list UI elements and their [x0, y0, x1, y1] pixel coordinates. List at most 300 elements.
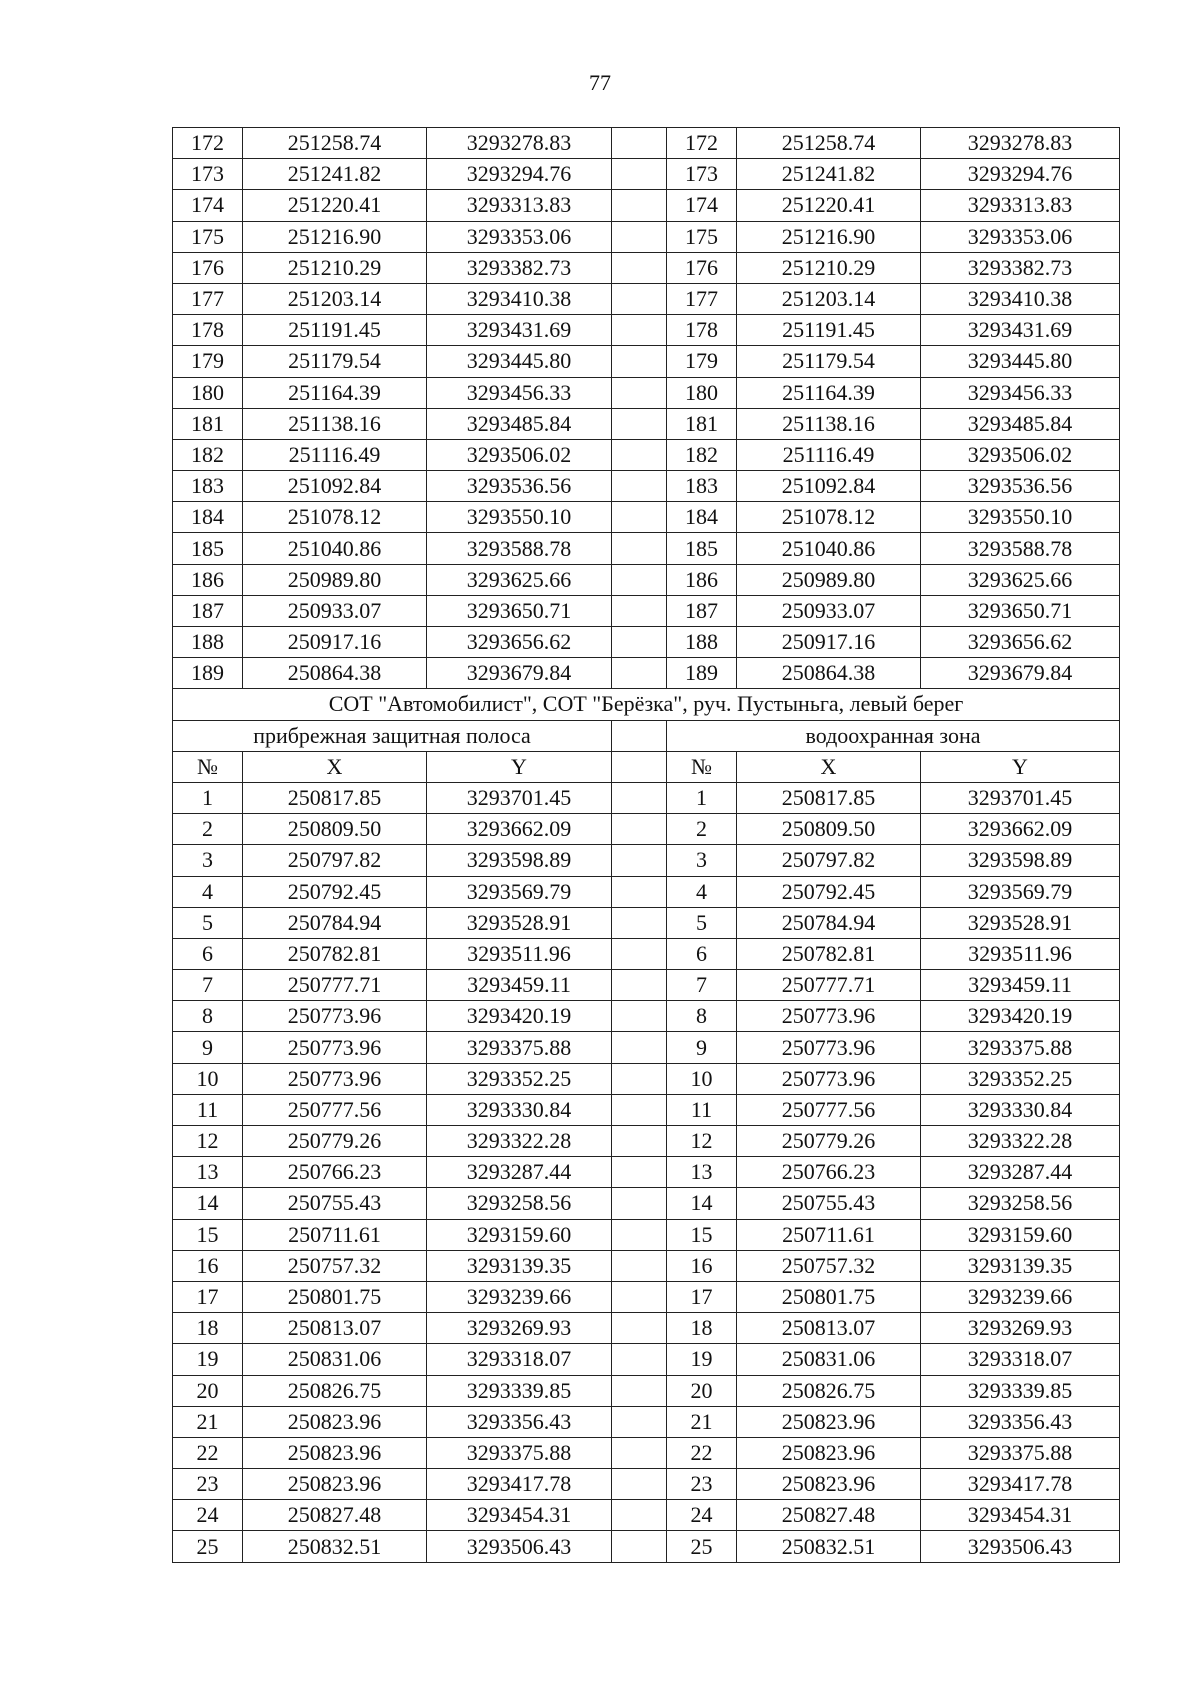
right-num-cell: 8: [667, 1001, 737, 1032]
left-y-cell: 3293330.84: [427, 1094, 612, 1125]
section-title: СОТ "Автомобилист", СОТ "Берёзка", руч. Пустыньга, левый берег: [173, 689, 1120, 720]
right-x-cell: 250757.32: [737, 1250, 921, 1281]
left-y-cell: 3293459.11: [427, 970, 612, 1001]
right-y-cell: 3293352.25: [921, 1063, 1120, 1094]
left-y-cell: 3293588.78: [427, 533, 612, 564]
right-x-cell: 250823.96: [737, 1437, 921, 1468]
right-num-cell: 177: [667, 283, 737, 314]
right-y-cell: 3293459.11: [921, 970, 1120, 1001]
right-x-cell: 251210.29: [737, 252, 921, 283]
gap-cell: [612, 315, 667, 346]
left-y-cell: 3293313.83: [427, 190, 612, 221]
gap-cell: [612, 1094, 667, 1125]
left-num-cell: 175: [173, 221, 243, 252]
gap-cell: [612, 1188, 667, 1219]
gap-cell: [612, 159, 667, 190]
left-x-cell: 250832.51: [243, 1531, 427, 1562]
right-x-cell: 250779.26: [737, 1126, 921, 1157]
left-num-header: №: [173, 751, 243, 782]
right-y-cell: 3293339.85: [921, 1375, 1120, 1406]
right-x-cell: 250817.85: [737, 782, 921, 813]
right-y-cell: 3293569.79: [921, 876, 1120, 907]
gap-cell: [612, 439, 667, 470]
gap-cell: [612, 876, 667, 907]
right-y-cell: 3293318.07: [921, 1344, 1120, 1375]
right-x-cell: 250766.23: [737, 1157, 921, 1188]
right-y-cell: 3293139.35: [921, 1250, 1120, 1281]
right-num-cell: 7: [667, 970, 737, 1001]
left-y-cell: 3293239.66: [427, 1281, 612, 1312]
left-x-cell: 250792.45: [243, 876, 427, 907]
right-y-cell: 3293588.78: [921, 533, 1120, 564]
left-num-cell: 9: [173, 1032, 243, 1063]
right-num-header: №: [667, 751, 737, 782]
right-y-cell: 3293239.66: [921, 1281, 1120, 1312]
gap-cell: [612, 658, 667, 689]
gap-cell: [612, 938, 667, 969]
right-x-cell: 250917.16: [737, 627, 921, 658]
left-y-cell: 3293485.84: [427, 408, 612, 439]
left-y-cell: 3293375.88: [427, 1437, 612, 1468]
left-x-cell: 251164.39: [243, 377, 427, 408]
right-num-cell: 175: [667, 221, 737, 252]
left-y-cell: 3293353.06: [427, 221, 612, 252]
table-row: [173, 1188, 1120, 1219]
right-num-cell: 185: [667, 533, 737, 564]
right-num-cell: 16: [667, 1250, 737, 1281]
table-row: [173, 159, 1120, 190]
gap-cell: [612, 1437, 667, 1468]
table-row: [173, 907, 1120, 938]
left-y-cell: 3293679.84: [427, 658, 612, 689]
right-x-cell: 250823.96: [737, 1469, 921, 1500]
left-y-cell: 3293456.33: [427, 377, 612, 408]
left-y-cell: 3293420.19: [427, 1001, 612, 1032]
right-y-cell: 3293662.09: [921, 814, 1120, 845]
right-y-cell: 3293269.93: [921, 1313, 1120, 1344]
right-y-cell: 3293258.56: [921, 1188, 1120, 1219]
table-row: [173, 283, 1120, 314]
right-x-cell: 250755.43: [737, 1188, 921, 1219]
right-num-cell: 10: [667, 1063, 737, 1094]
right-num-cell: 4: [667, 876, 737, 907]
left-y-cell: 3293322.28: [427, 1126, 612, 1157]
right-x-cell: 250792.45: [737, 876, 921, 907]
right-x-cell: 251241.82: [737, 159, 921, 190]
right-num-cell: 6: [667, 938, 737, 969]
right-num-cell: 18: [667, 1313, 737, 1344]
left-num-cell: 24: [173, 1500, 243, 1531]
gap-cell: [612, 845, 667, 876]
gap-cell: [612, 1531, 667, 1562]
left-x-cell: 250784.94: [243, 907, 427, 938]
left-y-cell: 3293506.02: [427, 439, 612, 470]
right-y-cell: 3293353.06: [921, 221, 1120, 252]
table-row: [173, 1281, 1120, 1312]
right-x-cell: 251078.12: [737, 502, 921, 533]
right-num-cell: 182: [667, 439, 737, 470]
left-num-cell: 188: [173, 627, 243, 658]
right-x-cell: 251116.49: [737, 439, 921, 470]
table-row: [173, 408, 1120, 439]
gap-cell: [612, 1344, 667, 1375]
left-num-cell: 8: [173, 1001, 243, 1032]
right-num-cell: 17: [667, 1281, 737, 1312]
right-x-cell: 250809.50: [737, 814, 921, 845]
right-x-cell: 251258.74: [737, 128, 921, 159]
left-num-cell: 5: [173, 907, 243, 938]
right-y-cell: 3293485.84: [921, 408, 1120, 439]
left-x-cell: 251116.49: [243, 439, 427, 470]
gap-cell: [612, 1063, 667, 1094]
right-y-cell: 3293420.19: [921, 1001, 1120, 1032]
right-x-cell: 250782.81: [737, 938, 921, 969]
right-y-cell: 3293410.38: [921, 283, 1120, 314]
gap-cell: [612, 1001, 667, 1032]
right-y-cell: 3293322.28: [921, 1126, 1120, 1157]
right-num-cell: 20: [667, 1375, 737, 1406]
right-y-cell: 3293382.73: [921, 252, 1120, 283]
right-num-cell: 172: [667, 128, 737, 159]
right-num-cell: 5: [667, 907, 737, 938]
right-num-cell: 22: [667, 1437, 737, 1468]
table-row: [173, 221, 1120, 252]
right-num-cell: 24: [667, 1500, 737, 1531]
left-y-cell: 3293511.96: [427, 938, 612, 969]
left-y-cell: 3293569.79: [427, 876, 612, 907]
right-y-cell: 3293330.84: [921, 1094, 1120, 1125]
table-row: [173, 658, 1120, 689]
left-x-cell: 250989.80: [243, 564, 427, 595]
right-x-cell: 251179.54: [737, 346, 921, 377]
right-y-cell: 3293294.76: [921, 159, 1120, 190]
coordinates-table: [172, 127, 1120, 1563]
left-y-cell: 3293536.56: [427, 471, 612, 502]
gap-cell: [612, 970, 667, 1001]
top-rows: [173, 128, 1120, 689]
left-num-cell: 23: [173, 1469, 243, 1500]
table-row: [173, 1531, 1120, 1562]
left-y-cell: 3293318.07: [427, 1344, 612, 1375]
left-num-cell: 19: [173, 1344, 243, 1375]
left-num-cell: 18: [173, 1313, 243, 1344]
left-y-cell: 3293598.89: [427, 845, 612, 876]
left-x-cell: 251179.54: [243, 346, 427, 377]
left-y-cell: 3293352.25: [427, 1063, 612, 1094]
right-y-cell: 3293159.60: [921, 1219, 1120, 1250]
left-x-cell: 251241.82: [243, 159, 427, 190]
left-y-cell: 3293445.80: [427, 346, 612, 377]
left-x-cell: 250801.75: [243, 1281, 427, 1312]
gap-cell: [612, 1500, 667, 1531]
right-num-cell: 14: [667, 1188, 737, 1219]
table-row: [173, 471, 1120, 502]
right-y-cell: 3293536.56: [921, 471, 1120, 502]
table-row: [173, 346, 1120, 377]
right-section-label: водоохранная зона: [667, 720, 1120, 751]
right-num-cell: 184: [667, 502, 737, 533]
table-row: [173, 502, 1120, 533]
left-x-cell: 250831.06: [243, 1344, 427, 1375]
left-x-cell: 250777.56: [243, 1094, 427, 1125]
right-num-cell: 174: [667, 190, 737, 221]
right-x-cell: 251191.45: [737, 315, 921, 346]
left-y-cell: 3293278.83: [427, 128, 612, 159]
left-x-cell: 250817.85: [243, 782, 427, 813]
gap-cell: [612, 1375, 667, 1406]
left-num-cell: 1: [173, 782, 243, 813]
left-x-cell: 250823.96: [243, 1469, 427, 1500]
gap-cell: [612, 595, 667, 626]
left-y-cell: 3293139.35: [427, 1250, 612, 1281]
gap-cell: [612, 1032, 667, 1063]
right-y-cell: 3293287.44: [921, 1157, 1120, 1188]
left-y-cell: 3293339.85: [427, 1375, 612, 1406]
table-row: [173, 1406, 1120, 1437]
table-row: [173, 1063, 1120, 1094]
right-num-cell: 186: [667, 564, 737, 595]
left-y-header: Y: [427, 751, 612, 782]
left-num-cell: 4: [173, 876, 243, 907]
table-row: [173, 564, 1120, 595]
gap-cell: [612, 221, 667, 252]
left-y-cell: 3293550.10: [427, 502, 612, 533]
gap-cell: [612, 346, 667, 377]
right-num-cell: 12: [667, 1126, 737, 1157]
left-x-cell: 250755.43: [243, 1188, 427, 1219]
left-x-cell: 251203.14: [243, 283, 427, 314]
gap-cell: [612, 408, 667, 439]
left-num-cell: 189: [173, 658, 243, 689]
right-num-cell: 2: [667, 814, 737, 845]
gap-cell: [612, 1469, 667, 1500]
left-num-cell: 180: [173, 377, 243, 408]
right-y-cell: 3293375.88: [921, 1032, 1120, 1063]
gap-cell: [612, 377, 667, 408]
left-num-cell: 183: [173, 471, 243, 502]
gap-cell: [612, 1406, 667, 1437]
left-num-cell: 22: [173, 1437, 243, 1468]
left-y-cell: 3293528.91: [427, 907, 612, 938]
left-x-cell: 250766.23: [243, 1157, 427, 1188]
gap-cell: [612, 190, 667, 221]
left-y-cell: 3293650.71: [427, 595, 612, 626]
table-row: [173, 1469, 1120, 1500]
right-x-cell: 251220.41: [737, 190, 921, 221]
table-row: [173, 1157, 1120, 1188]
left-y-cell: 3293356.43: [427, 1406, 612, 1437]
right-y-cell: 3293454.31: [921, 1500, 1120, 1531]
right-y-cell: 3293528.91: [921, 907, 1120, 938]
left-num-cell: 182: [173, 439, 243, 470]
right-num-cell: 176: [667, 252, 737, 283]
right-x-cell: 250826.75: [737, 1375, 921, 1406]
gap-cell: [612, 814, 667, 845]
left-y-cell: 3293375.88: [427, 1032, 612, 1063]
right-y-header: Y: [921, 751, 1120, 782]
left-num-cell: 177: [173, 283, 243, 314]
page-number: 77: [589, 70, 611, 95]
gap-cell: [612, 1126, 667, 1157]
left-num-cell: 11: [173, 1094, 243, 1125]
left-num-cell: 12: [173, 1126, 243, 1157]
left-num-cell: 20: [173, 1375, 243, 1406]
table-row: [173, 377, 1120, 408]
left-y-cell: 3293159.60: [427, 1219, 612, 1250]
gap-cell: [612, 907, 667, 938]
right-x-cell: 250773.96: [737, 1032, 921, 1063]
right-x-cell: 250831.06: [737, 1344, 921, 1375]
right-x-cell: 250777.56: [737, 1094, 921, 1125]
left-x-cell: 250933.07: [243, 595, 427, 626]
gap-cell: [612, 502, 667, 533]
gap-cell: [612, 627, 667, 658]
right-y-cell: 3293506.43: [921, 1531, 1120, 1562]
left-x-cell: 251092.84: [243, 471, 427, 502]
right-num-cell: 189: [667, 658, 737, 689]
gap-cell: [612, 128, 667, 159]
right-x-cell: 250773.96: [737, 1001, 921, 1032]
left-y-cell: 3293269.93: [427, 1313, 612, 1344]
right-num-cell: 21: [667, 1406, 737, 1437]
left-x-cell: 250809.50: [243, 814, 427, 845]
left-x-cell: 250773.96: [243, 1063, 427, 1094]
left-x-cell: 250823.96: [243, 1406, 427, 1437]
left-y-cell: 3293258.56: [427, 1188, 612, 1219]
right-y-cell: 3293445.80: [921, 346, 1120, 377]
table-row: [173, 1500, 1120, 1531]
right-num-cell: 23: [667, 1469, 737, 1500]
right-x-cell: 250773.96: [737, 1063, 921, 1094]
left-x-cell: 250779.26: [243, 1126, 427, 1157]
left-x-cell: 251210.29: [243, 252, 427, 283]
left-num-cell: 14: [173, 1188, 243, 1219]
left-x-cell: 251191.45: [243, 315, 427, 346]
table-row: [173, 1313, 1120, 1344]
right-y-cell: 3293625.66: [921, 564, 1120, 595]
table-row: [173, 814, 1120, 845]
gap-cell: [612, 283, 667, 314]
gap-cell: [612, 720, 667, 751]
left-num-cell: 185: [173, 533, 243, 564]
left-x-cell: 251078.12: [243, 502, 427, 533]
right-num-cell: 25: [667, 1531, 737, 1562]
left-y-cell: 3293662.09: [427, 814, 612, 845]
table-row: [173, 252, 1120, 283]
left-x-cell: 250813.07: [243, 1313, 427, 1344]
right-num-cell: 1: [667, 782, 737, 813]
right-y-cell: 3293431.69: [921, 315, 1120, 346]
left-y-cell: 3293625.66: [427, 564, 612, 595]
right-num-cell: 183: [667, 471, 737, 502]
left-num-cell: 184: [173, 502, 243, 533]
left-y-cell: 3293431.69: [427, 315, 612, 346]
left-x-cell: 251040.86: [243, 533, 427, 564]
gap-cell: [612, 564, 667, 595]
left-x-cell: 250773.96: [243, 1001, 427, 1032]
right-y-cell: 3293701.45: [921, 782, 1120, 813]
left-y-cell: 3293417.78: [427, 1469, 612, 1500]
left-num-cell: 176: [173, 252, 243, 283]
right-num-cell: 181: [667, 408, 737, 439]
left-num-cell: 6: [173, 938, 243, 969]
table-row: [173, 1344, 1120, 1375]
right-y-cell: 3293656.62: [921, 627, 1120, 658]
right-x-cell: 250989.80: [737, 564, 921, 595]
right-y-cell: 3293679.84: [921, 658, 1120, 689]
bottom-rows: [173, 782, 1120, 1562]
table-row: [173, 1032, 1120, 1063]
right-y-cell: 3293650.71: [921, 595, 1120, 626]
left-x-cell: 250773.96: [243, 1032, 427, 1063]
right-x-cell: 250777.71: [737, 970, 921, 1001]
table-row: [173, 970, 1120, 1001]
gap-cell: [612, 782, 667, 813]
right-num-cell: 188: [667, 627, 737, 658]
gap-cell: [612, 533, 667, 564]
right-y-cell: 3293417.78: [921, 1469, 1120, 1500]
left-x-cell: 250864.38: [243, 658, 427, 689]
table-row: [173, 1126, 1120, 1157]
right-num-cell: 19: [667, 1344, 737, 1375]
right-x-cell: 250797.82: [737, 845, 921, 876]
left-num-cell: 2: [173, 814, 243, 845]
left-num-cell: 7: [173, 970, 243, 1001]
left-num-cell: 187: [173, 595, 243, 626]
left-y-cell: 3293382.73: [427, 252, 612, 283]
right-num-cell: 9: [667, 1032, 737, 1063]
left-num-cell: 16: [173, 1250, 243, 1281]
left-y-cell: 3293454.31: [427, 1500, 612, 1531]
right-x-cell: 250823.96: [737, 1406, 921, 1437]
right-y-cell: 3293506.02: [921, 439, 1120, 470]
right-x-cell: 250832.51: [737, 1531, 921, 1562]
gap-cell: [612, 1157, 667, 1188]
right-num-cell: 13: [667, 1157, 737, 1188]
left-x-cell: 251220.41: [243, 190, 427, 221]
section-header: [173, 689, 1120, 783]
left-num-cell: 173: [173, 159, 243, 190]
left-x-cell: 251138.16: [243, 408, 427, 439]
left-num-cell: 179: [173, 346, 243, 377]
right-x-cell: 250864.38: [737, 658, 921, 689]
left-y-cell: 3293410.38: [427, 283, 612, 314]
right-x-cell: 251092.84: [737, 471, 921, 502]
table-row: [173, 128, 1120, 159]
left-num-cell: 3: [173, 845, 243, 876]
right-num-cell: 178: [667, 315, 737, 346]
left-x-cell: 250826.75: [243, 1375, 427, 1406]
left-y-cell: 3293701.45: [427, 782, 612, 813]
table-row: [173, 1437, 1120, 1468]
table-row: [173, 439, 1120, 470]
left-x-cell: 251216.90: [243, 221, 427, 252]
left-x-cell: 250917.16: [243, 627, 427, 658]
left-num-cell: 181: [173, 408, 243, 439]
table-row: [173, 876, 1120, 907]
table-row: [173, 1094, 1120, 1125]
right-x-cell: 251216.90: [737, 221, 921, 252]
right-x-cell: 251164.39: [737, 377, 921, 408]
right-x-cell: 250711.61: [737, 1219, 921, 1250]
left-x-cell: 250757.32: [243, 1250, 427, 1281]
table-row: [173, 938, 1120, 969]
left-num-cell: 186: [173, 564, 243, 595]
right-x-cell: 250784.94: [737, 907, 921, 938]
gap-cell: [612, 751, 667, 782]
right-y-cell: 3293278.83: [921, 128, 1120, 159]
left-x-cell: 250777.71: [243, 970, 427, 1001]
